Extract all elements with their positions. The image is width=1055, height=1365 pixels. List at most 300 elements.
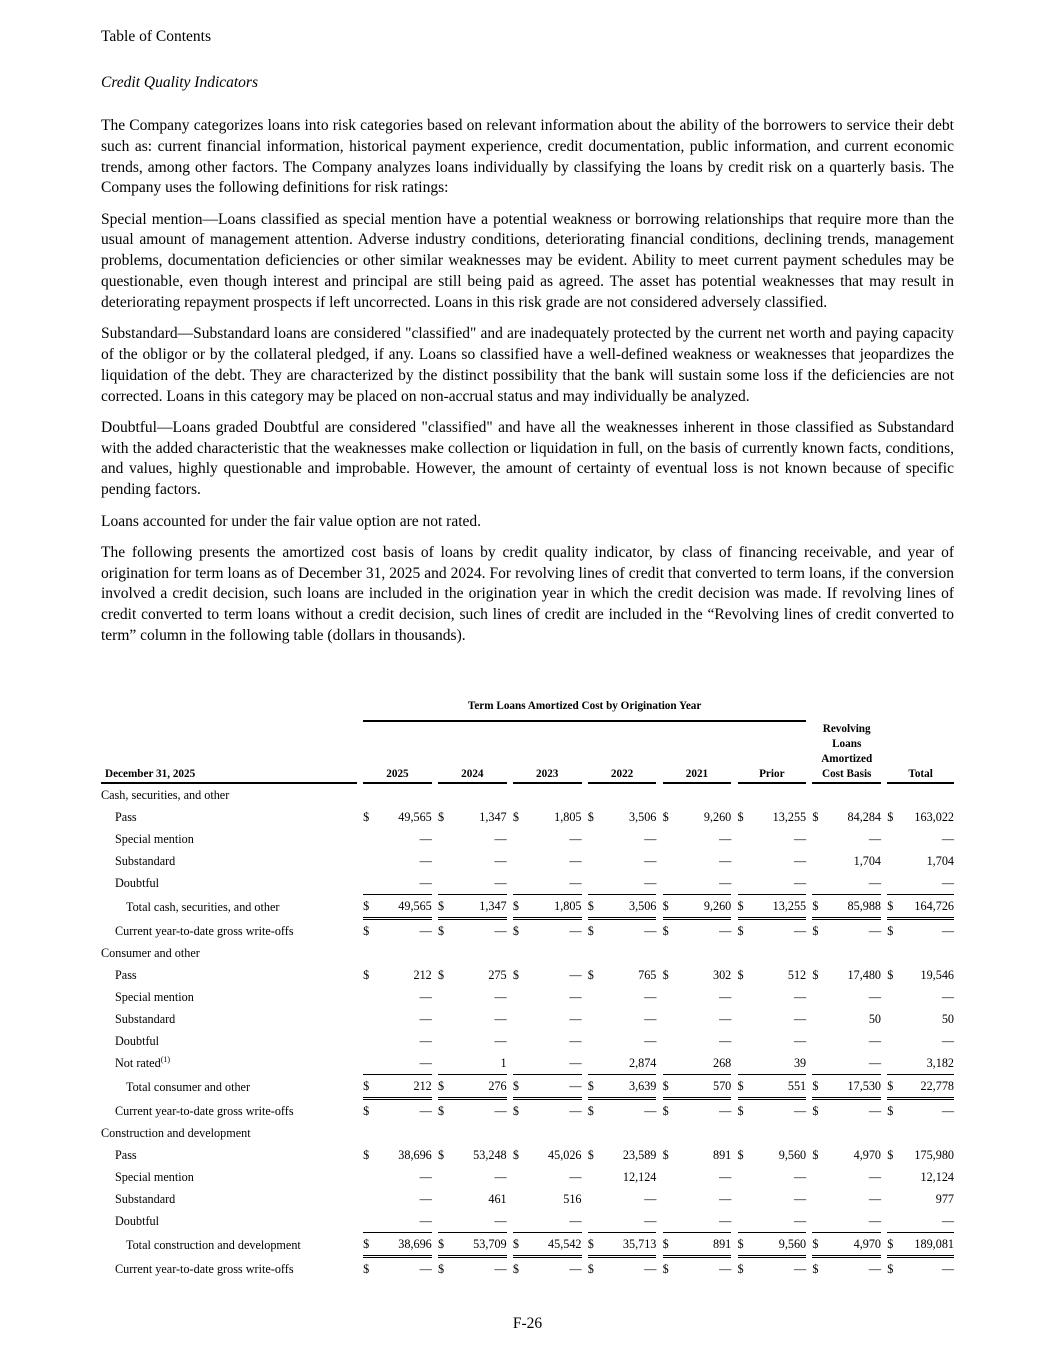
cell-value: 17,530 xyxy=(825,1074,881,1100)
cell-value: 22,778 xyxy=(900,1074,954,1100)
currency-symbol xyxy=(588,1008,600,1030)
currency-symbol xyxy=(663,828,675,850)
cell-value: — xyxy=(419,1055,432,1070)
cell-value: — xyxy=(419,1033,432,1048)
row-label: Substandard xyxy=(115,853,176,868)
cell-value: 1,805 xyxy=(525,894,581,920)
cell-value: — xyxy=(644,923,657,938)
currency-symbol: $ xyxy=(812,1261,819,1276)
currency-symbol xyxy=(738,1210,750,1232)
cell-value: 461 xyxy=(488,1191,507,1206)
currency-symbol: $ xyxy=(363,1232,375,1258)
currency-symbol xyxy=(438,828,450,850)
currency-symbol: $ xyxy=(588,1232,600,1258)
cell-value: — xyxy=(793,1261,807,1276)
cell-value: — xyxy=(868,831,882,846)
cell-value: — xyxy=(868,1213,882,1228)
currency-symbol: $ xyxy=(588,894,600,920)
currency-symbol: $ xyxy=(438,967,445,982)
currency-symbol: $ xyxy=(363,1147,370,1162)
currency-symbol: $ xyxy=(512,1261,519,1276)
cell-value: — xyxy=(719,1033,732,1048)
cell-value: 1,347 xyxy=(479,809,507,824)
cell-value: — xyxy=(644,989,657,1004)
cell-value: 3,182 xyxy=(926,1055,954,1070)
cell-value: — xyxy=(494,831,507,846)
cell-value: — xyxy=(793,1011,807,1026)
row-label: Special mention xyxy=(115,1169,194,1184)
cell-value: 12,124 xyxy=(920,1169,954,1184)
currency-symbol: $ xyxy=(587,809,594,824)
cell-value: — xyxy=(719,875,732,890)
currency-symbol xyxy=(588,1210,600,1232)
section-title: Credit Quality Indicators xyxy=(101,74,258,91)
cell-value: 175,980 xyxy=(914,1147,954,1162)
cell-value: — xyxy=(793,1103,807,1118)
cell-value: — xyxy=(494,1213,507,1228)
cell-value: — xyxy=(569,967,582,982)
cell-value: — xyxy=(719,1169,732,1184)
currency-symbol xyxy=(363,1008,375,1030)
currency-symbol: $ xyxy=(588,1074,600,1100)
currency-symbol: $ xyxy=(512,1103,519,1118)
cell-value: — xyxy=(868,1055,882,1070)
cell-value: — xyxy=(569,831,582,846)
cell-value: 3,506 xyxy=(628,809,657,824)
cell-value: — xyxy=(719,1103,732,1118)
currency-symbol: $ xyxy=(737,1103,744,1118)
cell-value: 1,347 xyxy=(450,894,506,920)
cell-value: — xyxy=(941,1213,954,1228)
currency-symbol: $ xyxy=(812,1147,819,1162)
cell-value: — xyxy=(419,1103,432,1118)
currency-symbol xyxy=(812,986,824,1008)
currency-symbol: $ xyxy=(512,1147,519,1162)
currency-symbol: $ xyxy=(363,1103,370,1118)
table-row xyxy=(101,1188,954,1210)
currency-symbol xyxy=(363,828,375,850)
cell-value: 45,542 xyxy=(525,1232,581,1258)
row-label: Total cash, securities, and other xyxy=(126,899,280,914)
cell-value: — xyxy=(644,1191,657,1206)
currency-symbol: $ xyxy=(812,1074,824,1100)
currency-symbol: $ xyxy=(662,1103,669,1118)
row-label: Current year-to-date gross write-offs xyxy=(115,1261,294,1276)
currency-symbol xyxy=(812,1210,824,1232)
currency-symbol: $ xyxy=(887,1261,894,1276)
cell-value: — xyxy=(793,1033,807,1048)
currency-symbol: $ xyxy=(438,1074,450,1100)
cell-value: — xyxy=(419,989,432,1004)
cell-value: — xyxy=(868,1261,882,1276)
row-label: Not rated$^{(1)}$ xyxy=(115,1054,171,1070)
cell-value: — xyxy=(569,1033,582,1048)
cell-value: — xyxy=(419,1213,432,1228)
currency-symbol: $ xyxy=(363,809,370,824)
cell-value: — xyxy=(719,1261,732,1276)
cell-value: — xyxy=(494,875,507,890)
currency-symbol xyxy=(363,872,375,894)
cell-value: — xyxy=(793,1213,807,1228)
cell-value: — xyxy=(569,1103,582,1118)
table-row xyxy=(101,828,954,850)
paragraph-substandard: Substandard—Substandard loans are considered "classified" and are inadequately protected by the current net worth and paying capacity of the obligor or by the collateral pledged, if any. Loans so classified have a well-defined weakness or weaknesses that jeopardizes the liquidation of the debt. They are characterized by the distinct possibility that the bank will sustain some loss if the deficiencies are not corrected. Loans in this category may be placed on non-accrual status and may individually be analyzed. xyxy=(101,325,954,405)
cell-value: 891 xyxy=(675,1232,731,1258)
currency-symbol: $ xyxy=(438,894,450,920)
cell-value: — xyxy=(868,1169,882,1184)
currency-symbol: $ xyxy=(737,967,744,982)
cell-value: — xyxy=(793,1169,807,1184)
currency-symbol: $ xyxy=(512,967,519,982)
currency-symbol xyxy=(738,850,750,872)
cell-value: 12,124 xyxy=(622,1169,657,1184)
currency-symbol xyxy=(887,1052,899,1074)
row-label: Special mention xyxy=(115,831,194,846)
total-row xyxy=(101,894,954,920)
currency-symbol xyxy=(663,1188,675,1210)
currency-symbol xyxy=(588,1166,600,1188)
currency-symbol xyxy=(438,986,450,1008)
cell-value: 1,704 xyxy=(926,853,954,868)
table-row xyxy=(101,1144,954,1166)
currency-symbol: $ xyxy=(662,809,669,824)
group-label: Cash, securities, and other xyxy=(101,787,230,802)
currency-symbol: $ xyxy=(587,1261,594,1276)
currency-symbol xyxy=(812,1052,824,1074)
cell-value: — xyxy=(494,1169,507,1184)
column-header: 2025 xyxy=(363,722,432,784)
currency-symbol: $ xyxy=(438,1232,450,1258)
currency-symbol xyxy=(588,828,600,850)
currency-symbol xyxy=(438,872,450,894)
currency-symbol xyxy=(513,850,525,872)
currency-symbol xyxy=(438,1052,450,1074)
cell-value: — xyxy=(419,853,432,868)
total-row xyxy=(101,1232,954,1258)
row-label: Substandard xyxy=(115,1011,176,1026)
cell-value: 85,988 xyxy=(825,894,881,920)
cell-value: — xyxy=(494,1033,507,1048)
cell-value: — xyxy=(868,875,882,890)
currency-symbol: $ xyxy=(738,1232,750,1258)
cell-value: — xyxy=(525,1074,581,1100)
currency-symbol: $ xyxy=(887,809,894,824)
currency-symbol xyxy=(812,1188,824,1210)
currency-symbol xyxy=(363,1210,375,1232)
cell-value: 4,970 xyxy=(853,1147,882,1162)
cell-value: — xyxy=(719,989,732,1004)
currency-symbol xyxy=(738,1052,750,1074)
table-row xyxy=(101,850,954,872)
cell-value: 163,022 xyxy=(914,809,954,824)
currency-symbol xyxy=(588,1030,600,1052)
currency-symbol: $ xyxy=(812,1103,819,1118)
cell-value: — xyxy=(569,1261,582,1276)
cell-value: — xyxy=(941,875,954,890)
cell-value: 38,696 xyxy=(398,1147,432,1162)
cell-value: — xyxy=(419,1261,432,1276)
cell-value: 50 xyxy=(868,1011,882,1026)
currency-symbol xyxy=(663,1030,675,1052)
cell-value: 2,874 xyxy=(628,1055,657,1070)
row-label: Doubtful xyxy=(115,875,160,890)
cell-value: 49,565 xyxy=(398,809,432,824)
currency-symbol xyxy=(513,1008,525,1030)
currency-symbol xyxy=(738,1188,750,1210)
cell-value: 19,546 xyxy=(920,967,954,982)
currency-symbol: $ xyxy=(587,967,594,982)
cell-value: — xyxy=(793,853,807,868)
cell-value: — xyxy=(793,831,807,846)
column-header: 2022 xyxy=(588,722,657,784)
currency-symbol xyxy=(738,986,750,1008)
cell-value: — xyxy=(569,853,582,868)
currency-symbol: $ xyxy=(513,894,525,920)
table-row xyxy=(101,1100,954,1122)
currency-symbol xyxy=(438,1188,450,1210)
cell-value: 189,081 xyxy=(900,1232,954,1258)
cell-value: — xyxy=(644,1103,657,1118)
cell-value: 3,639 xyxy=(600,1074,656,1100)
cell-value: — xyxy=(719,853,732,868)
span-header: Term Loans Amortized Cost by Origination Year xyxy=(363,700,806,722)
cell-value: 9,260 xyxy=(675,894,731,920)
currency-symbol xyxy=(588,872,600,894)
currency-symbol xyxy=(438,1166,450,1188)
currency-symbol xyxy=(663,850,675,872)
currency-symbol: $ xyxy=(737,1261,744,1276)
currency-symbol xyxy=(812,1008,824,1030)
cell-value: — xyxy=(644,853,657,868)
currency-symbol: $ xyxy=(738,894,750,920)
cell-value: 53,709 xyxy=(450,1232,506,1258)
cell-value: 13,255 xyxy=(750,894,806,920)
cell-value: — xyxy=(868,923,882,938)
currency-symbol xyxy=(812,872,824,894)
currency-symbol xyxy=(887,872,899,894)
currency-symbol xyxy=(663,1008,675,1030)
cell-value: — xyxy=(719,1191,732,1206)
currency-symbol: $ xyxy=(513,1074,525,1100)
currency-symbol: $ xyxy=(662,1147,669,1162)
currency-symbol: $ xyxy=(887,923,894,938)
cell-value: 212 xyxy=(376,1074,432,1100)
currency-symbol: $ xyxy=(363,1261,370,1276)
currency-symbol xyxy=(363,1166,375,1188)
currency-symbol xyxy=(738,1166,750,1188)
cell-value: — xyxy=(793,875,807,890)
cell-value: 3,506 xyxy=(600,894,656,920)
cell-value: — xyxy=(868,1103,882,1118)
cell-value: — xyxy=(569,1011,582,1026)
table-row xyxy=(101,806,954,828)
currency-symbol: $ xyxy=(587,1147,594,1162)
cell-value: — xyxy=(569,1169,582,1184)
cell-value: — xyxy=(793,1191,807,1206)
column-header-revolving: Revolving Loans Amortized Cost Basis xyxy=(812,722,881,784)
currency-symbol xyxy=(887,828,899,850)
currency-symbol xyxy=(513,1188,525,1210)
currency-symbol xyxy=(738,828,750,850)
cell-value: — xyxy=(793,923,807,938)
cell-value: — xyxy=(644,1261,657,1276)
paragraph-intro: The Company categorizes loans into risk categories based on relevant information about the ability of the borrowers to service their debt such as: current financial information, historical payment experience, credit documentation, public information, and current economic trends, among other factors. The Company analyzes loans individually by classifying the loans by credit risk on a quarterly basis. The Company uses the following definitions for risk ratings: xyxy=(101,117,954,197)
cell-value: 50 xyxy=(941,1011,954,1026)
currency-symbol: $ xyxy=(512,923,519,938)
currency-symbol xyxy=(588,986,600,1008)
cell-value: — xyxy=(494,989,507,1004)
currency-symbol xyxy=(738,1008,750,1030)
currency-symbol: $ xyxy=(587,1103,594,1118)
table-row xyxy=(101,1052,954,1074)
currency-symbol xyxy=(812,1166,824,1188)
cell-value: — xyxy=(941,831,954,846)
currency-symbol xyxy=(513,986,525,1008)
currency-symbol: $ xyxy=(737,1147,744,1162)
group-label: Construction and development xyxy=(101,1125,251,1140)
currency-symbol xyxy=(363,986,375,1008)
currency-symbol: $ xyxy=(887,1103,894,1118)
cell-value: 570 xyxy=(675,1074,731,1100)
currency-symbol: $ xyxy=(662,967,669,982)
cell-value: 275 xyxy=(488,967,507,982)
cell-value: — xyxy=(419,923,432,938)
cell-value: 268 xyxy=(712,1055,732,1070)
cell-value: 1,805 xyxy=(554,809,582,824)
currency-symbol: $ xyxy=(663,1074,675,1100)
table-row xyxy=(101,986,954,1008)
currency-symbol xyxy=(438,1008,450,1030)
currency-symbol: $ xyxy=(438,1103,445,1118)
cell-value: — xyxy=(644,1011,657,1026)
row-label: Current year-to-date gross write-offs xyxy=(115,923,294,938)
body-text xyxy=(101,116,954,657)
cell-value: 977 xyxy=(935,1191,954,1206)
row-label: Pass xyxy=(115,967,137,982)
currency-symbol xyxy=(513,828,525,850)
paragraph-special-mention: Special mention—Loans classified as special mention have a potential weakness or borrowing relationships that require more than the usual amount of management attention. Adverse industry conditions, deteriorating financial conditions, declining trends, management problems, documentation deficiencies or other similar weaknesses may be evident. Ability to meet current payment schedules may be questionable, even though interest and principal are still being paid as agreed. The asset has potential weaknesses that may result in deteriorating repayment prospects if left uncorrected. Loans in this risk grade are not considered adversely classified. xyxy=(101,210,954,311)
cell-value: — xyxy=(569,1055,582,1070)
cell-value: 45,026 xyxy=(548,1147,582,1162)
row-label: Substandard xyxy=(115,1191,176,1206)
currency-symbol: $ xyxy=(438,923,445,938)
table-row xyxy=(101,920,954,942)
cell-value: — xyxy=(644,1213,657,1228)
cell-value: — xyxy=(419,875,432,890)
credit-quality-table xyxy=(101,700,954,1280)
table-row xyxy=(101,1008,954,1030)
currency-symbol: $ xyxy=(587,923,594,938)
currency-symbol: $ xyxy=(663,894,675,920)
group-header-row xyxy=(101,784,954,806)
row-label: Pass xyxy=(115,1147,137,1162)
cell-value: — xyxy=(569,923,582,938)
cell-value: 53,248 xyxy=(473,1147,507,1162)
cell-value: 49,565 xyxy=(376,894,432,920)
currency-symbol xyxy=(588,1188,600,1210)
cell-value: — xyxy=(719,1011,732,1026)
cell-value: 1,704 xyxy=(853,853,882,868)
cell-value: — xyxy=(419,1191,432,1206)
table-of-contents-link[interactable]: Table of Contents xyxy=(101,28,211,45)
currency-symbol: $ xyxy=(438,809,445,824)
cell-value: — xyxy=(569,989,582,1004)
currency-symbol xyxy=(588,1052,600,1074)
group-header-row xyxy=(101,942,954,964)
total-row xyxy=(101,1074,954,1100)
cell-value: 512 xyxy=(787,967,807,982)
currency-symbol: $ xyxy=(363,967,370,982)
column-header: Total xyxy=(887,722,954,784)
row-label: Current year-to-date gross write-offs xyxy=(115,1103,294,1118)
group-header-row xyxy=(101,1122,954,1144)
cell-value: — xyxy=(419,831,432,846)
currency-symbol: $ xyxy=(513,1232,525,1258)
currency-symbol: $ xyxy=(363,1074,375,1100)
cell-value: — xyxy=(941,923,954,938)
cell-value: — xyxy=(644,1033,657,1048)
column-header: Prior xyxy=(738,722,807,784)
table-row xyxy=(101,872,954,894)
cell-value: 9,560 xyxy=(778,1147,807,1162)
date-header: December 31, 2025 xyxy=(101,722,357,784)
currency-symbol xyxy=(363,1052,375,1074)
table-row xyxy=(101,1166,954,1188)
cell-value: — xyxy=(941,1103,954,1118)
page-number: F-26 xyxy=(512,1315,543,1332)
currency-symbol: $ xyxy=(812,1232,824,1258)
row-label: Doubtful xyxy=(115,1213,160,1228)
cell-value: — xyxy=(719,831,732,846)
column-header: 2021 xyxy=(663,722,732,784)
cell-value: — xyxy=(644,831,657,846)
currency-symbol xyxy=(438,1030,450,1052)
cell-value: — xyxy=(941,1261,954,1276)
column-header: 2024 xyxy=(438,722,507,784)
cell-value: 212 xyxy=(413,967,432,982)
currency-symbol: $ xyxy=(438,1261,445,1276)
cell-value: 4,970 xyxy=(825,1232,881,1258)
cell-value: 9,560 xyxy=(750,1232,806,1258)
cell-value: — xyxy=(569,1213,582,1228)
row-label: Doubtful xyxy=(115,1033,160,1048)
cell-value: 84,284 xyxy=(847,809,882,824)
currency-symbol: $ xyxy=(662,1261,669,1276)
paragraph-doubtful: Doubtful—Loans graded Doubtful are considered "classified" and have all the weaknesses inherent in those classified as Substandard with the added characteristic that the weaknesses make collection or liquidation in full, on the basis of currently known facts, conditions, and values, highly questionable and improbable. However, the amount of certainty of eventual loss is not known because of specific pending factors. xyxy=(101,418,954,499)
currency-symbol: $ xyxy=(812,894,824,920)
cell-value: 765 xyxy=(638,967,657,982)
cell-value: — xyxy=(719,1213,732,1228)
cell-value: 551 xyxy=(750,1074,806,1100)
currency-symbol xyxy=(887,986,899,1008)
currency-symbol xyxy=(887,1210,899,1232)
cell-value: 891 xyxy=(712,1147,732,1162)
currency-symbol xyxy=(812,850,824,872)
paragraph-table-intro: The following presents the amortized cost basis of loans by credit quality indicator, by class of financing receivable, and year of origination for term loans as of December 31, 2025 and 2024. For revolving lines of credit that converted to term loans, if the conversion involved a credit decision, such loans are included in the origination year in which the credit decision was made. If revolving lines of credit converted to term loans without a credit decision, such lines of credit are included in the “Revolving lines of credit converted to term” column in the following table (dollars in thousands). xyxy=(101,543,954,645)
currency-symbol xyxy=(513,1030,525,1052)
row-label: Total construction and development xyxy=(126,1237,301,1252)
cell-value: 39 xyxy=(793,1055,807,1070)
paragraph-fair-value: Loans accounted for under the fair value option are not rated. xyxy=(101,512,482,530)
currency-symbol xyxy=(513,872,525,894)
currency-symbol xyxy=(738,1030,750,1052)
currency-symbol xyxy=(513,1210,525,1232)
cell-value: 516 xyxy=(563,1191,582,1206)
currency-symbol: $ xyxy=(812,809,819,824)
cell-value: — xyxy=(941,989,954,1004)
column-header: 2023 xyxy=(513,722,582,784)
cell-value: — xyxy=(569,875,582,890)
